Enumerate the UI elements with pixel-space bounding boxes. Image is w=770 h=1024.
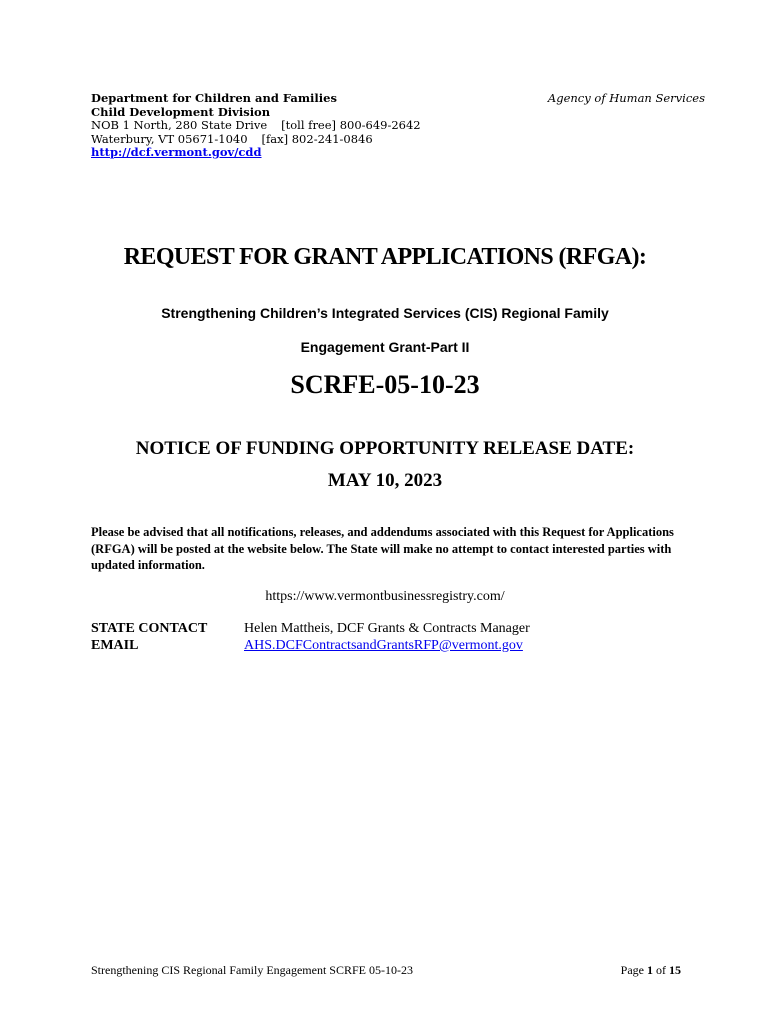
letterhead: [91, 92, 711, 160]
toll-free-phone: [toll free] 800-649-2642: [281, 118, 421, 132]
advisory-paragraph: Please be advised that all notifications, releases, and addendums associated with this Request for Applications (RFGA) will be posted at the website below. The State will make no attempt to contact interested parties with updated information.: [91, 525, 674, 572]
email-label: EMAIL: [91, 638, 139, 653]
total-pages: 15: [669, 963, 681, 977]
division-name: Child Development Division: [91, 104, 271, 119]
fax-number: [fax] 802-241-0846: [261, 131, 373, 146]
state-contact-value: Helen Mattheis, DCF Grants & Contracts Manager: [244, 621, 530, 636]
division-website-link[interactable]: http://dcf.vermont.gov/cdd: [91, 145, 262, 159]
registry-url: https://www.vermontbusinessregistry.com/: [265, 589, 505, 604]
current-page: 1: [647, 963, 653, 977]
subtitle-line-2: Engagement Grant-Part II: [300, 339, 470, 355]
release-date: MAY 10, 2023: [327, 470, 443, 491]
department-name: Department for Children and Families: [91, 91, 337, 105]
email-link[interactable]: AHS.DCFContractsandGrantsRFP@vermont.gov: [244, 638, 523, 653]
contact-block: [91, 620, 530, 654]
release-notice-heading: NOTICE OF FUNDING OPPORTUNITY RELEASE DATE:: [135, 438, 635, 459]
footer-title: Strengthening CIS Regional Family Engagement SCRFE 05-10-23: [91, 963, 413, 977]
page-footer: [91, 963, 681, 978]
state-contact-label: STATE CONTACT: [91, 621, 208, 636]
agency-name: Agency of Human Services: [547, 91, 705, 105]
rfga-code: SCRFE-05-10-23: [290, 370, 480, 399]
document-title: REQUEST FOR GRANT APPLICATIONS (RFGA):: [123, 244, 647, 270]
subtitle-line-1: Strengthening Children’s Integrated Services (CIS) Regional Family: [161, 305, 609, 321]
address-line-2: [91, 133, 711, 147]
email-row: [91, 637, 530, 654]
state-contact-row: [91, 620, 530, 637]
address-line-1: [91, 119, 711, 133]
street-address: NOB 1 North, 280 State Drive: [91, 118, 268, 132]
city-address: Waterbury, VT 05671-1040: [91, 131, 248, 146]
page-indicator: Page 1 of 15: [620, 963, 681, 977]
